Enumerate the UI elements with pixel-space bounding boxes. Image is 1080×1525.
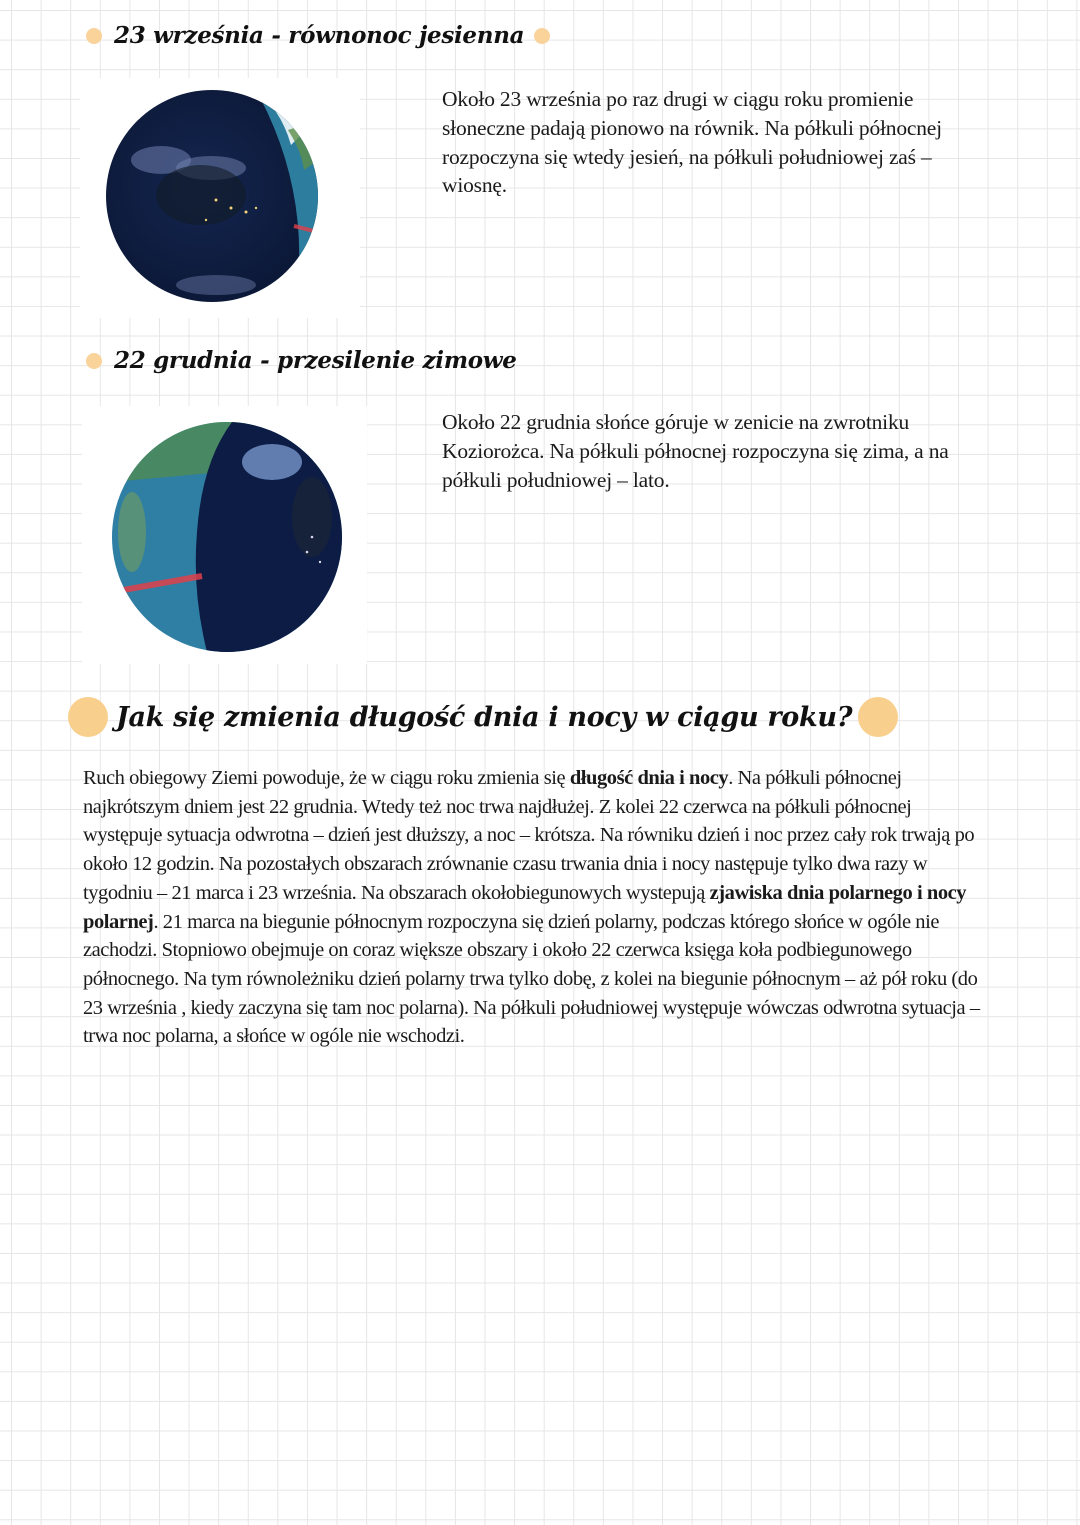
heading-text: 23 września - równonoc jesienna — [114, 22, 525, 49]
main-section-body: Ruch obiegowy Ziemi powoduje, że w ciągu roku zmienia się długość dnia i nocy. Na półkuli północnej najkrótszym dniem jest 22 grudnia. Wtedy też noc trwa najdłużej. Z kolei 22 czerwca na półkuli północnej występuje sytuacja odwrotna – dzień jest dłuższy, a noc – krótsza. Na równiku dzień i noc przez cały rok trwają po około 12 godzin. Na pozostałych obszarach zrównanie czasu trwania dnia i nocy następuje tylko dwa razy w tygodniu – 21 marca i 23 września. Na obszarach okołobiegunowych wystepują zjawiska dnia polarnego i nocy polarnej. 21 marca na biegunie północnym rozpoczyna się dzień polarny, podczas którego słońce w ogóle nie zachodzi. Stopniowo obejmuje on coraz większe obszary i około 22 czerwca księga koła podbiegunowego północnego. Na tym równoleżniku dzień polarny trwa tylko dobę, z kolei na biegunie północnym – aż pół roku (do 23 września , kiedy zaczyna się tam noc polarna). Na półkuli południowej występuje wówczas odwrotna sytuacja – trwa noc polarna, a słońce w ogóle nie wschodzi. — [83, 767, 980, 1048]
section-heading-equinox — [86, 22, 550, 49]
bullet-dot-icon — [534, 28, 550, 44]
globe-solstice-image — [82, 406, 367, 664]
section-heading-solstice — [86, 347, 517, 374]
section-description-solstice: Około 22 grudnia słońce góruje w zenicie na zwrotniku Koziorożca. Na półkuli północnej rozpoczyna się zima, a na półkuli południowej – lato. — [442, 410, 949, 492]
heading-text: 22 grudnia - przesilenie zimowe — [114, 347, 517, 374]
emphasis-day-night-length: długość dnia i nocy — [569, 767, 729, 789]
section-description-equinox: Około 23 września po raz drugi w ciągu roku promienie słoneczne padają pionowo na równik. Na półkuli północnej rozpoczyna się wtedy jesień, na półkuli południowej zaś – wiosnę. — [442, 87, 942, 198]
bullet-dot-icon — [86, 353, 102, 369]
earth-globe-icon — [112, 422, 342, 652]
bullet-dot-icon — [68, 697, 108, 737]
bullet-dot-icon — [858, 697, 898, 737]
main-section-heading — [68, 697, 898, 737]
earth-globe-icon — [106, 90, 318, 302]
emphasis-polar-phenomena: zjawiska dnia polarnego i nocy polarnej — [83, 881, 967, 933]
bullet-dot-icon — [86, 28, 102, 44]
heading-text: Jak się zmienia długość dnia i nocy w ciągu roku? — [116, 701, 853, 733]
globe-equinox-image — [80, 78, 360, 318]
